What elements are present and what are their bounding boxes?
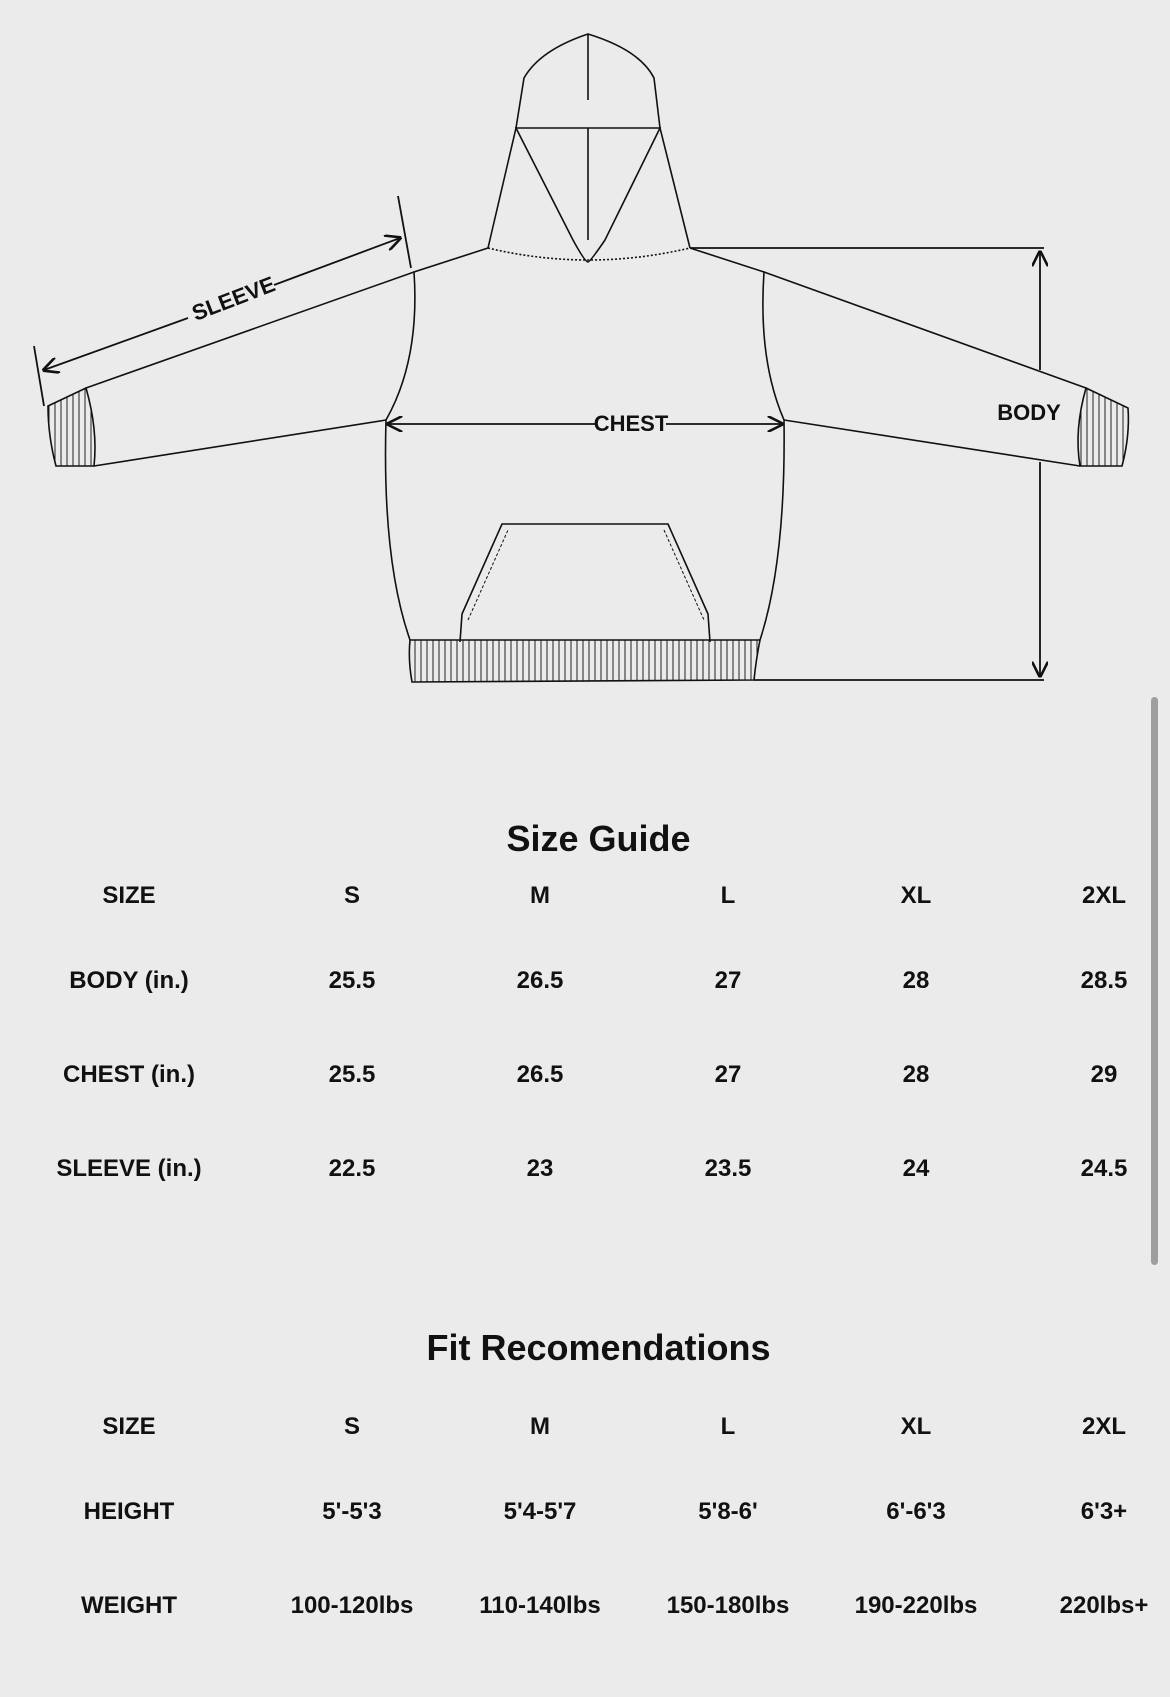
header-cell: SIZE (102, 882, 156, 909)
table-cell: 28 (902, 1061, 930, 1088)
table-cell: 25.5 (328, 1061, 376, 1088)
table-cell: 28 (902, 967, 930, 994)
fit-recommendations-table (0, 1389, 1170, 1653)
left-cuff (48, 388, 95, 466)
size-guide-table (0, 858, 1170, 1216)
table-cell: 6'3+ (1080, 1498, 1128, 1525)
table-cell: 23.5 (704, 1155, 752, 1182)
table-cell: 100-120lbs (290, 1592, 414, 1619)
body-label: BODY (997, 400, 1061, 425)
fit-recommendations-title: Fit Recomendations (426, 1327, 771, 1368)
table-row (0, 934, 1170, 1028)
table-cell: 190-220lbs (854, 1592, 978, 1619)
table-row (0, 1028, 1170, 1122)
size-guide-title: Size Guide (506, 818, 691, 859)
header-cell: L (720, 882, 736, 909)
table-cell: 150-180lbs (666, 1592, 790, 1619)
table-row (0, 1559, 1170, 1653)
table-cell: 27 (714, 967, 742, 994)
row-label: SLEEVE (in.) (56, 1155, 202, 1182)
header-cell: XL (900, 882, 932, 909)
body-measurement (690, 248, 1044, 680)
hoodie-measurement-diagram (0, 0, 1170, 700)
hoodie-outline (86, 34, 1086, 642)
table-row (0, 1122, 1170, 1216)
table-cell: 5'-5'3 (322, 1498, 382, 1525)
sleeve-label: SLEEVE (188, 271, 279, 326)
table-cell: 27 (714, 1061, 742, 1088)
header-cell: M (530, 882, 550, 909)
row-label: WEIGHT (81, 1592, 177, 1619)
right-cuff (1078, 388, 1128, 466)
table-cell: 24 (902, 1155, 930, 1182)
table-cell: 28.5 (1080, 967, 1128, 994)
row-label: BODY (in.) (69, 967, 189, 994)
header-cell: L (720, 1413, 736, 1440)
table-cell: 24.5 (1080, 1155, 1128, 1182)
table-row (0, 1465, 1170, 1559)
table-cell: 22.5 (328, 1155, 376, 1182)
table-cell: 110-140lbs (479, 1592, 601, 1619)
table-cell: 23 (526, 1155, 554, 1182)
header-cell: M (530, 1413, 550, 1440)
header-cell: SIZE (102, 1413, 156, 1440)
table-cell: 25.5 (328, 967, 376, 994)
row-label: CHEST (in.) (63, 1061, 195, 1088)
table-cell: 26.5 (516, 1061, 564, 1088)
chest-label: CHEST (593, 411, 669, 436)
table-cell: 29 (1090, 1061, 1118, 1088)
table-cell: 5'4-5'7 (503, 1498, 577, 1525)
vertical-scrollbar[interactable] (1151, 697, 1158, 1265)
header-cell: 2XL (1081, 1413, 1126, 1440)
row-label: HEIGHT (83, 1498, 175, 1525)
header-cell: XL (900, 1413, 932, 1440)
table-cell: 220lbs+ (1059, 1592, 1149, 1619)
fit-header-row (0, 1389, 1170, 1465)
table-cell: 5'8-6' (698, 1498, 758, 1525)
header-cell: S (343, 882, 360, 909)
header-cell: S (343, 1413, 360, 1440)
size-guide-header-row (0, 858, 1170, 934)
table-cell: 26.5 (516, 967, 564, 994)
table-cell: 6'-6'3 (886, 1498, 946, 1525)
waistband (409, 640, 760, 682)
header-cell: 2XL (1081, 882, 1126, 909)
